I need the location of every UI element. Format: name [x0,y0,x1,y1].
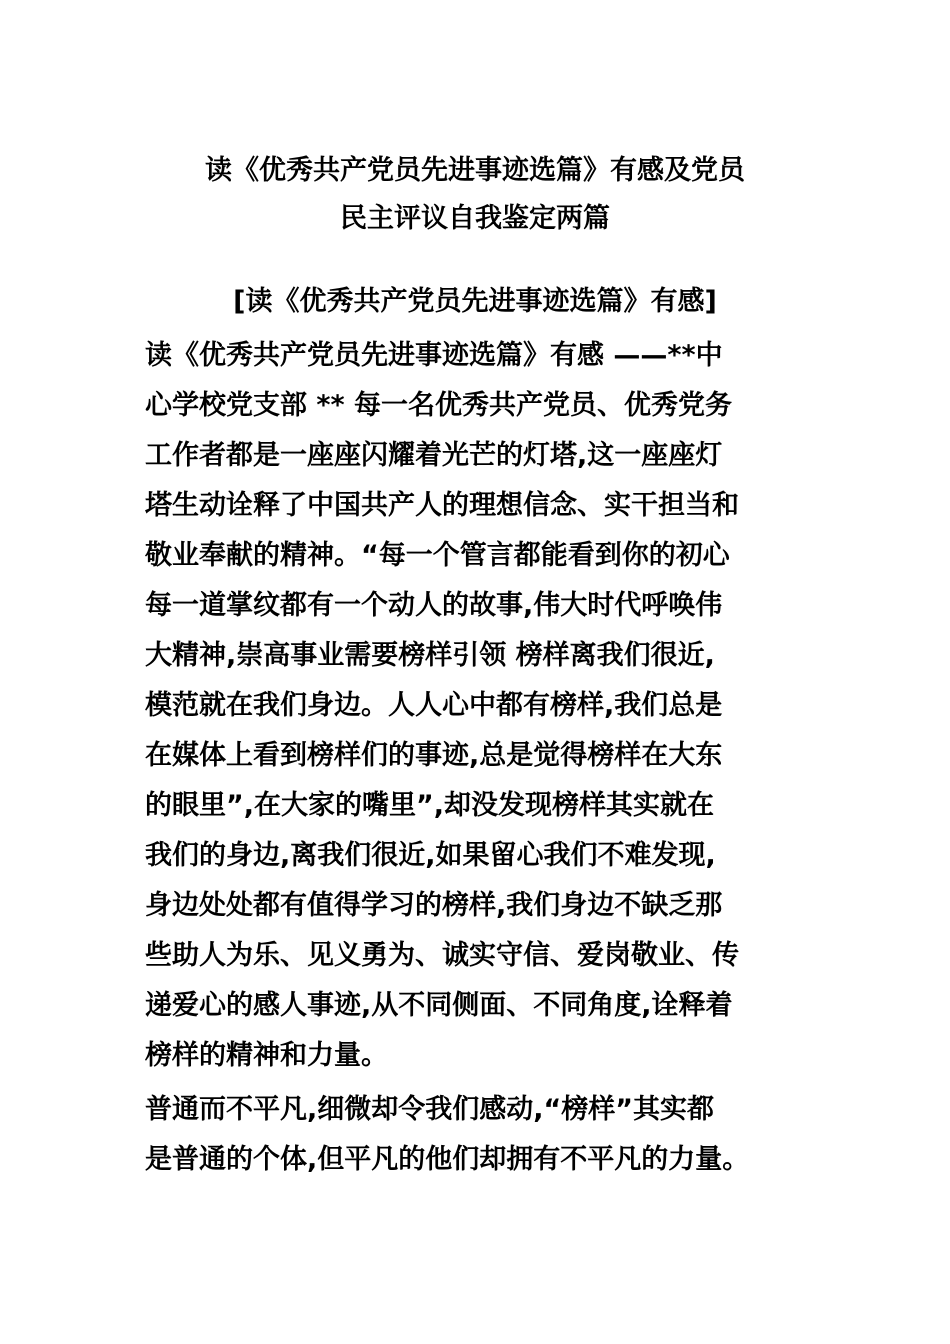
paragraph-line: 些助人为乐、见义勇为、诚实守信、爱岗敬业、传 [145,940,739,971]
paragraph-line: 榜样的精神和力量。 [145,1040,388,1071]
paragraph-line: 塔生动诠释了中国共产人的理想信念、实干担当和 [145,490,739,521]
document-title-line-2: 民主评议自我鉴定两篇 [340,203,610,234]
paragraph-line: 在媒体上看到榜样们的事迹,总是觉得榜样在大东 [145,740,723,771]
paragraph-line: 每一道掌纹都有一个动人的故事,伟大时代呼唤伟 [145,590,723,621]
section-heading: [读《优秀共产党员先进事迹选篇》有感] [233,286,717,317]
paragraph-line: 递爱心的感人事迹,从不同侧面、不同角度,诠释着 [145,990,733,1021]
paragraph-line: 工作者都是一座座闪耀着光芒的灯塔,这一座座灯 [145,440,723,471]
paragraph-line: 心学校党支部 ** 每一名优秀共产党员、优秀党务 [145,390,733,421]
paragraph-line: 的眼里”,在大家的嘴里”,却没发现榜样其实就在 [145,790,715,821]
document-title-line-1: 读《优秀共产党员先进事迹选篇》有感及党员 [205,155,745,186]
paragraph-line: 模范就在我们身边。人人心中都有榜样,我们总是 [145,690,723,721]
paragraph-line: 身边处处都有值得学习的榜样,我们身边不缺乏那 [145,890,723,921]
paragraph-line: 是普通的个体,但平凡的他们却拥有不平凡的力量。 [145,1144,750,1175]
paragraph-line: 敬业奉献的精神。“每一个管言都能看到你的初心 [145,540,730,571]
paragraph-line: 我们的身边,离我们很近,如果留心我们不难发现, [145,840,716,871]
paragraph-line: 大精神,崇高事业需要榜样引领 榜样离我们很近, [145,640,715,671]
paragraph-line: 读《优秀共产党员先进事迹选篇》有感 ——**中 [145,340,723,371]
paragraph-line: 普通而不平凡,细微却令我们感动,“榜样”其实都 [145,1094,715,1125]
